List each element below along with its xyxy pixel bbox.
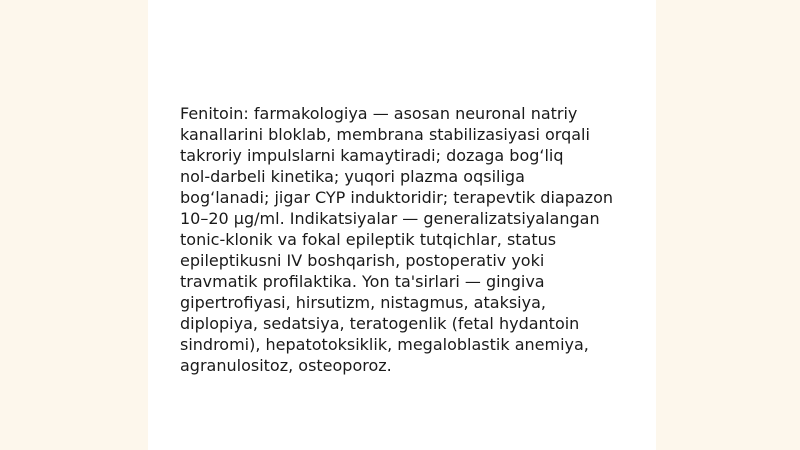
body-paragraph: Fenitoin: farmakologiya — asosan neuronal natriy kanallarini bloklab, membrana stabilizasiyasi orqali takroriy impulslarni kamaytiradi; dozaga bog‘liq nol-darbeli kinetika; yuqori plazma oqsiliga bog‘lanadi; jigar CYP induktoridir; terapevtik diapazon 10–20 µg/ml. Indikatsiyalar — generalizatsiyalangan tonic-klonik va fokal epileptik tutqichlar, status epileptikusni IV boshqarish, postoperativ yoki travmatik profilaktika. Yon ta'sirlari — gingiva gipertrofiyasi, hirsutizm, nistagmus, ataksiya, diplopiya, sedatsiya, teratogenlik (fetal hydantoin sindromi), hepatotoksiklik, megaloblastik anemiya, agranulositoz, osteoporoz. [180,104,613,375]
document-page [148,0,656,450]
